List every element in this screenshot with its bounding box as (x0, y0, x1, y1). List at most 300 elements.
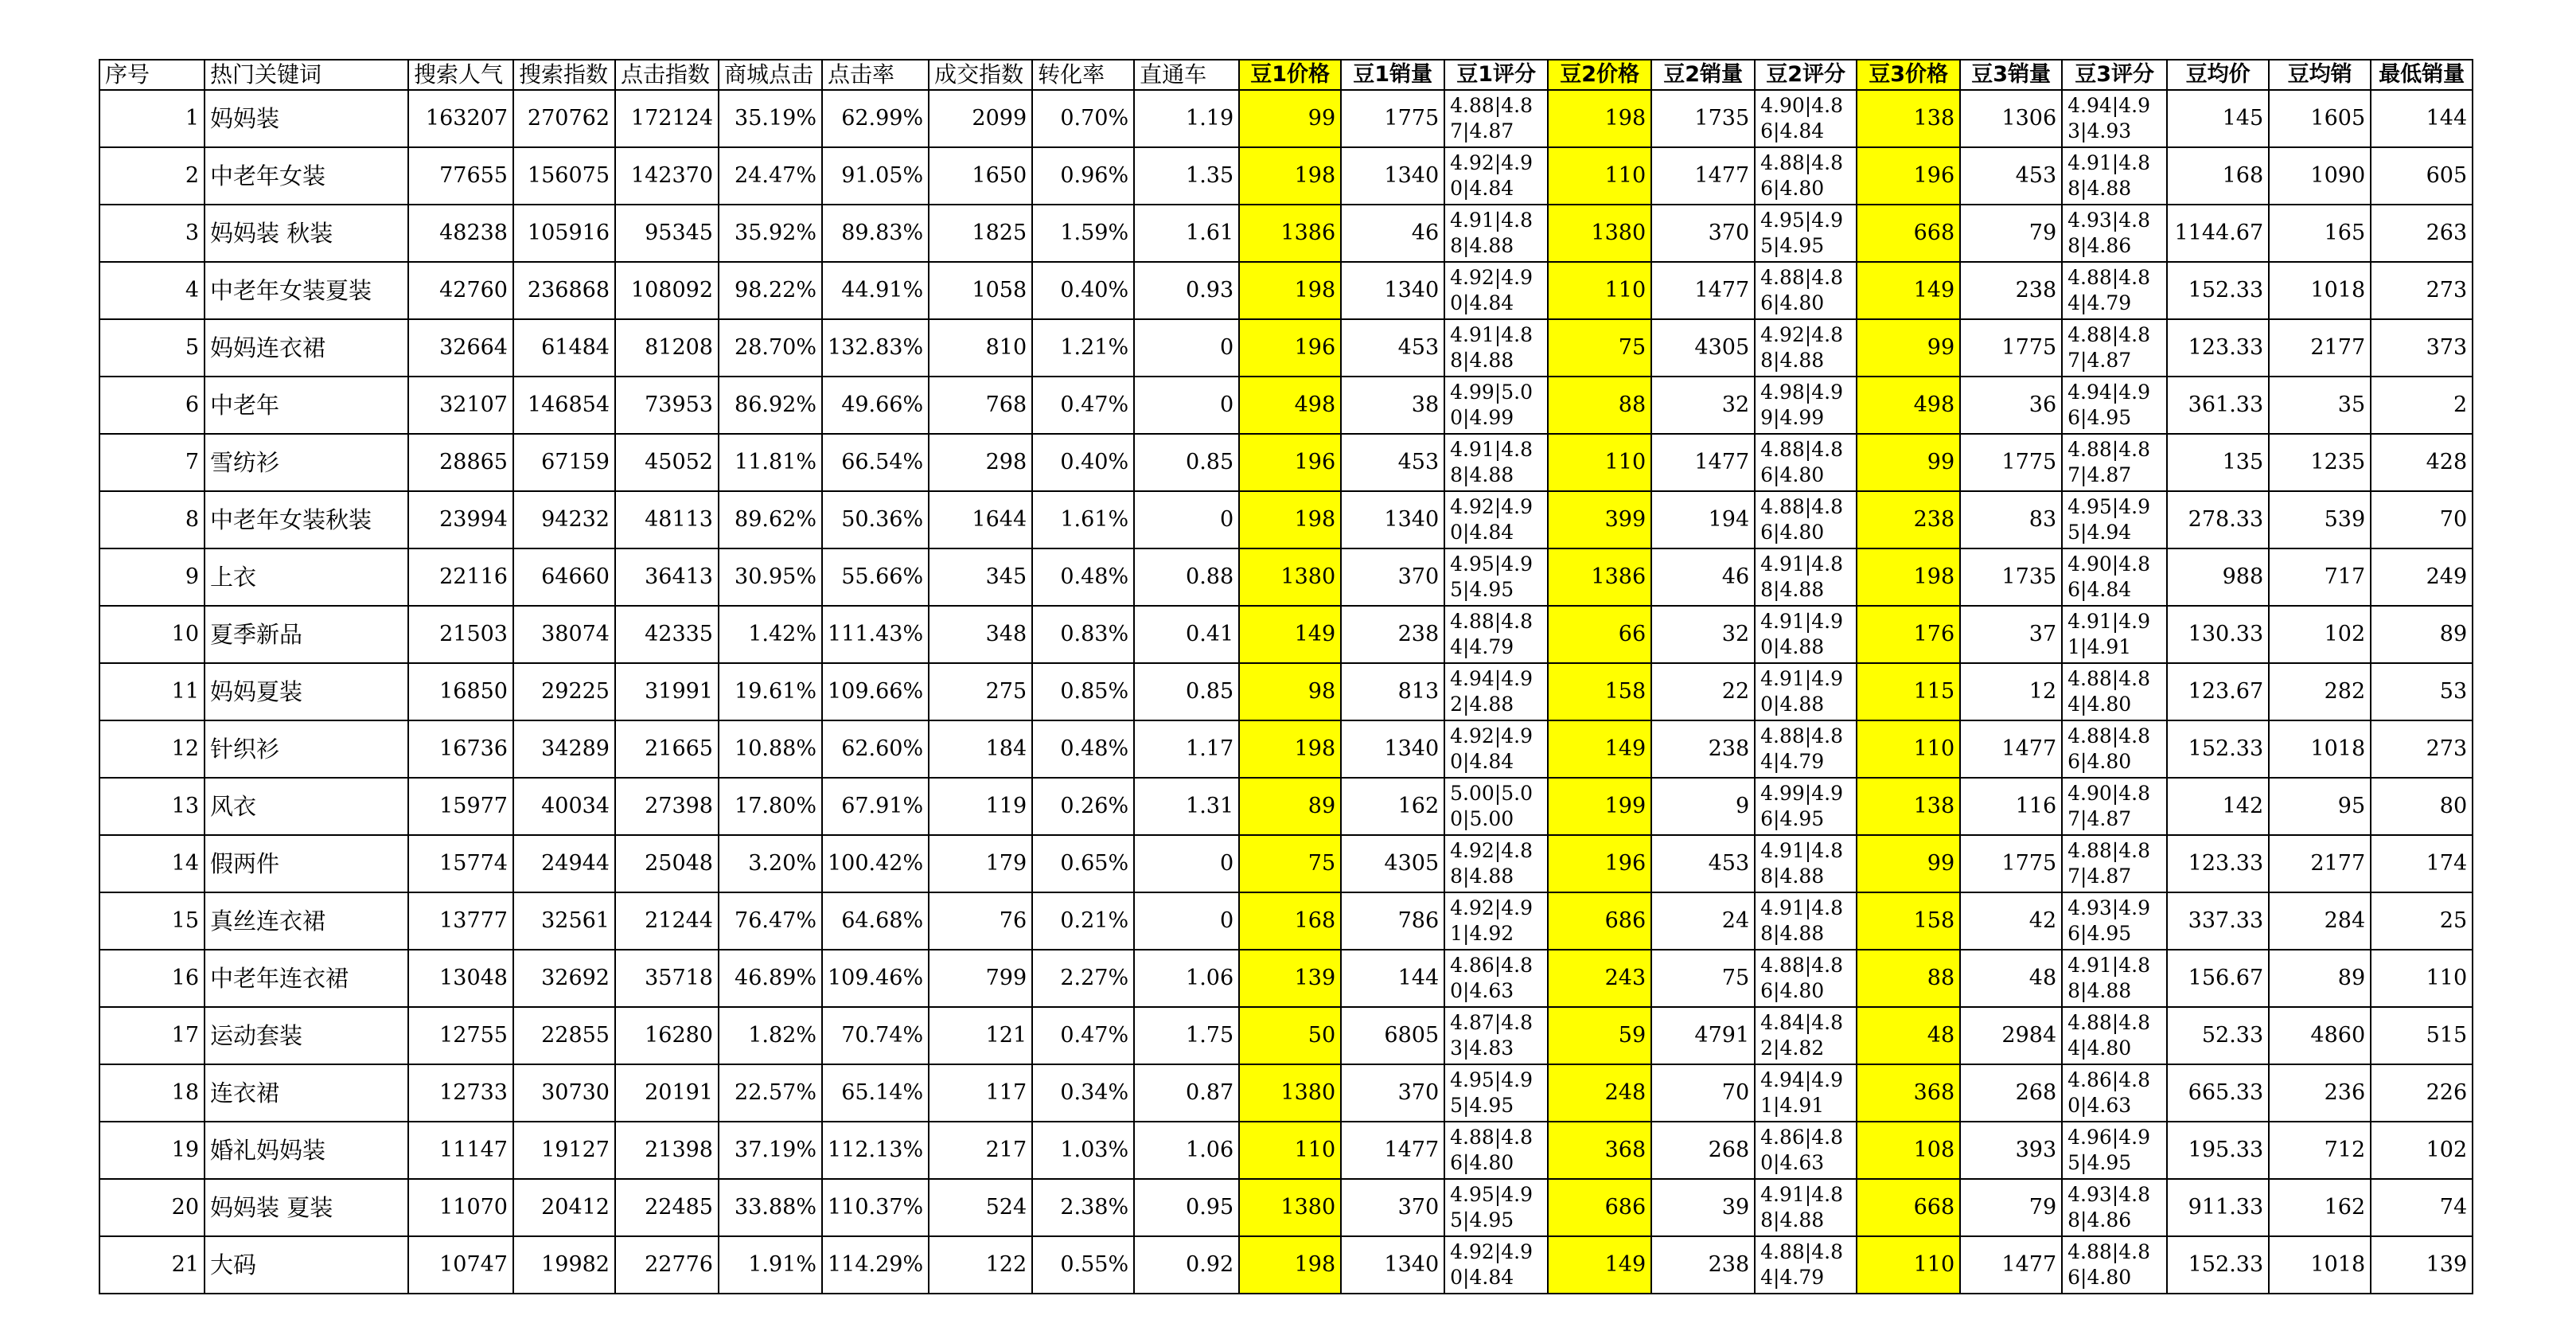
avg-sales-cell[interactable]: 102 (2269, 606, 2371, 663)
bean3-sales-cell[interactable]: 238 (1960, 262, 2062, 319)
column-header[interactable]: 豆1价格 (1239, 60, 1341, 90)
bean1-rating-cell[interactable] (1444, 1179, 1548, 1236)
bean3-sales-cell[interactable]: 42 (1960, 892, 2062, 950)
bean2-rating-cell[interactable] (1755, 90, 1857, 147)
avg-price-cell[interactable]: 168 (2167, 147, 2269, 205)
bean3-rating-cell[interactable] (2062, 319, 2167, 377)
search-popularity-cell[interactable]: 28865 (408, 434, 513, 491)
row-index[interactable]: 5 (99, 319, 205, 377)
row-index[interactable]: 13 (99, 778, 205, 835)
click-rate-cell[interactable]: 91.05% (822, 147, 929, 205)
bean1-sales-cell[interactable]: 1340 (1341, 491, 1444, 548)
deal-index-cell[interactable]: 119 (929, 778, 1032, 835)
search-index-cell[interactable]: 32692 (513, 950, 615, 1007)
column-header[interactable]: 搜索人气 (408, 60, 513, 90)
search-index-cell[interactable]: 29225 (513, 663, 615, 720)
bean1-rating-cell[interactable] (1444, 262, 1548, 319)
deal-index-cell[interactable]: 524 (929, 1179, 1032, 1236)
bean1-rating-cell[interactable] (1444, 1064, 1548, 1122)
min-sales-cell[interactable]: 174 (2371, 835, 2473, 892)
search-index-cell[interactable]: 19982 (513, 1236, 615, 1294)
ztc-cell[interactable]: 0 (1134, 892, 1239, 950)
table-row[interactable] (99, 1236, 2473, 1294)
click-index-cell[interactable]: 20191 (615, 1064, 719, 1122)
keyword-cell[interactable]: 中老年连衣裙 (205, 950, 408, 1007)
mall-click-cell[interactable]: 19.61% (719, 663, 822, 720)
table-row[interactable] (99, 892, 2473, 950)
column-header[interactable]: 热门关键词 (205, 60, 408, 90)
ztc-cell[interactable]: 0.93 (1134, 262, 1239, 319)
min-sales-cell[interactable]: 139 (2371, 1236, 2473, 1294)
min-sales-cell[interactable]: 428 (2371, 434, 2473, 491)
ztc-cell[interactable]: 0.87 (1134, 1064, 1239, 1122)
search-index-cell[interactable]: 32561 (513, 892, 615, 950)
row-index[interactable]: 1 (99, 90, 205, 147)
avg-price-cell[interactable]: 195.33 (2167, 1122, 2269, 1179)
bean1-sales-cell[interactable]: 370 (1341, 1179, 1444, 1236)
bean3-sales-cell[interactable]: 2984 (1960, 1007, 2062, 1064)
bean3-sales-cell[interactable]: 1735 (1960, 548, 2062, 606)
avg-price-cell[interactable]: 130.33 (2167, 606, 2269, 663)
bean2-sales-cell[interactable]: 39 (1651, 1179, 1755, 1236)
bean2-rating-cell[interactable] (1755, 720, 1857, 778)
search-popularity-cell[interactable]: 13048 (408, 950, 513, 1007)
bean1-sales-cell[interactable]: 144 (1341, 950, 1444, 1007)
bean2-sales-cell[interactable]: 24 (1651, 892, 1755, 950)
deal-index-cell[interactable]: 1058 (929, 262, 1032, 319)
deal-index-cell[interactable]: 348 (929, 606, 1032, 663)
bean3-sales-cell[interactable]: 268 (1960, 1064, 2062, 1122)
mall-click-cell[interactable]: 35.19% (719, 90, 822, 147)
table-row[interactable] (99, 1179, 2473, 1236)
bean1-sales-cell[interactable]: 1477 (1341, 1122, 1444, 1179)
bean3-rating-cell[interactable] (2062, 1122, 2167, 1179)
search-index-cell[interactable]: 19127 (513, 1122, 615, 1179)
bean1-sales-cell[interactable]: 786 (1341, 892, 1444, 950)
bean2-price-cell[interactable]: 59 (1548, 1007, 1651, 1064)
click-index-cell[interactable]: 25048 (615, 835, 719, 892)
ztc-cell[interactable]: 1.06 (1134, 1122, 1239, 1179)
bean2-price-cell[interactable]: 199 (1548, 778, 1651, 835)
column-header[interactable]: 豆3评分 (2062, 60, 2167, 90)
mall-click-cell[interactable]: 10.88% (719, 720, 822, 778)
bean2-sales-cell[interactable]: 1477 (1651, 147, 1755, 205)
mall-click-cell[interactable]: 30.95% (719, 548, 822, 606)
bean2-price-cell[interactable]: 66 (1548, 606, 1651, 663)
avg-price-cell[interactable]: 361.33 (2167, 377, 2269, 434)
ztc-cell[interactable]: 1.17 (1134, 720, 1239, 778)
bean2-rating-cell[interactable] (1755, 892, 1857, 950)
click-index-cell[interactable]: 45052 (615, 434, 719, 491)
bean3-sales-cell[interactable]: 1775 (1960, 835, 2062, 892)
bean2-price-cell[interactable]: 686 (1548, 892, 1651, 950)
deal-index-cell[interactable]: 122 (929, 1236, 1032, 1294)
click-index-cell[interactable]: 48113 (615, 491, 719, 548)
bean2-rating-cell[interactable] (1755, 205, 1857, 262)
click-index-cell[interactable]: 21398 (615, 1122, 719, 1179)
avg-price-cell[interactable]: 156.67 (2167, 950, 2269, 1007)
search-popularity-cell[interactable]: 16850 (408, 663, 513, 720)
column-header[interactable]: 豆3价格 (1857, 60, 1960, 90)
bean3-rating-cell[interactable] (2062, 720, 2167, 778)
ztc-cell[interactable]: 1.06 (1134, 950, 1239, 1007)
bean3-sales-cell[interactable]: 48 (1960, 950, 2062, 1007)
mall-click-cell[interactable]: 24.47% (719, 147, 822, 205)
search-popularity-cell[interactable]: 10747 (408, 1236, 513, 1294)
bean1-sales-cell[interactable]: 4305 (1341, 835, 1444, 892)
search-index-cell[interactable]: 270762 (513, 90, 615, 147)
search-index-cell[interactable]: 156075 (513, 147, 615, 205)
bean2-rating-cell[interactable] (1755, 1179, 1857, 1236)
bean3-sales-cell[interactable]: 1306 (1960, 90, 2062, 147)
click-index-cell[interactable]: 21665 (615, 720, 719, 778)
bean3-rating-cell[interactable] (2062, 1064, 2167, 1122)
bean1-price-cell[interactable]: 50 (1239, 1007, 1341, 1064)
bean3-price-cell[interactable]: 668 (1857, 1179, 1960, 1236)
bean3-rating-cell[interactable] (2062, 90, 2167, 147)
keyword-cell[interactable]: 针织衫 (205, 720, 408, 778)
min-sales-cell[interactable]: 70 (2371, 491, 2473, 548)
avg-price-cell[interactable]: 123.67 (2167, 663, 2269, 720)
bean3-price-cell[interactable]: 110 (1857, 720, 1960, 778)
bean1-rating-cell[interactable] (1444, 720, 1548, 778)
table-row[interactable] (99, 778, 2473, 835)
click-rate-cell[interactable]: 62.60% (822, 720, 929, 778)
bean2-rating-cell[interactable] (1755, 606, 1857, 663)
bean2-price-cell[interactable]: 110 (1548, 434, 1651, 491)
bean3-sales-cell[interactable]: 12 (1960, 663, 2062, 720)
bean2-price-cell[interactable]: 243 (1548, 950, 1651, 1007)
bean3-rating-cell[interactable] (2062, 147, 2167, 205)
search-popularity-cell[interactable]: 163207 (408, 90, 513, 147)
bean2-rating-cell[interactable] (1755, 835, 1857, 892)
min-sales-cell[interactable]: 144 (2371, 90, 2473, 147)
bean2-sales-cell[interactable]: 194 (1651, 491, 1755, 548)
table-row[interactable] (99, 491, 2473, 548)
column-header[interactable]: 搜索指数 (513, 60, 615, 90)
bean2-sales-cell[interactable]: 1477 (1651, 262, 1755, 319)
search-popularity-cell[interactable]: 13777 (408, 892, 513, 950)
column-header[interactable]: 直通车 (1134, 60, 1239, 90)
mall-click-cell[interactable]: 1.91% (719, 1236, 822, 1294)
search-popularity-cell[interactable]: 22116 (408, 548, 513, 606)
table-row[interactable] (99, 663, 2473, 720)
search-index-cell[interactable]: 67159 (513, 434, 615, 491)
bean2-rating-cell[interactable] (1755, 1007, 1857, 1064)
row-index[interactable]: 12 (99, 720, 205, 778)
avg-price-cell[interactable]: 278.33 (2167, 491, 2269, 548)
column-header[interactable]: 点击指数 (615, 60, 719, 90)
bean3-rating-cell[interactable] (2062, 892, 2167, 950)
bean1-sales-cell[interactable]: 370 (1341, 1064, 1444, 1122)
min-sales-cell[interactable]: 249 (2371, 548, 2473, 606)
search-popularity-cell[interactable]: 48238 (408, 205, 513, 262)
keyword-cell[interactable]: 上衣 (205, 548, 408, 606)
keyword-cell[interactable]: 中老年女装秋装 (205, 491, 408, 548)
click-rate-cell[interactable]: 67.91% (822, 778, 929, 835)
click-rate-cell[interactable]: 65.14% (822, 1064, 929, 1122)
bean2-rating-cell[interactable] (1755, 491, 1857, 548)
bean3-rating-cell[interactable] (2062, 434, 2167, 491)
deal-index-cell[interactable]: 121 (929, 1007, 1032, 1064)
click-rate-cell[interactable]: 62.99% (822, 90, 929, 147)
bean1-price-cell[interactable]: 198 (1239, 720, 1341, 778)
avg-sales-cell[interactable]: 712 (2269, 1122, 2371, 1179)
click-index-cell[interactable]: 42335 (615, 606, 719, 663)
bean3-sales-cell[interactable]: 79 (1960, 1179, 2062, 1236)
bean1-price-cell[interactable]: 196 (1239, 319, 1341, 377)
table-row[interactable] (99, 377, 2473, 434)
avg-price-cell[interactable]: 152.33 (2167, 1236, 2269, 1294)
bean2-sales-cell[interactable]: 46 (1651, 548, 1755, 606)
row-index[interactable]: 15 (99, 892, 205, 950)
bean3-price-cell[interactable]: 99 (1857, 319, 1960, 377)
click-rate-cell[interactable]: 109.66% (822, 663, 929, 720)
bean3-rating-cell[interactable] (2062, 262, 2167, 319)
avg-sales-cell[interactable]: 2177 (2269, 835, 2371, 892)
keyword-cell[interactable]: 妈妈装 (205, 90, 408, 147)
search-index-cell[interactable]: 105916 (513, 205, 615, 262)
row-index[interactable]: 14 (99, 835, 205, 892)
conversion-rate-cell[interactable]: 0.96% (1032, 147, 1134, 205)
row-index[interactable]: 8 (99, 491, 205, 548)
bean1-rating-cell[interactable] (1444, 950, 1548, 1007)
row-index[interactable]: 2 (99, 147, 205, 205)
bean2-sales-cell[interactable]: 75 (1651, 950, 1755, 1007)
bean2-price-cell[interactable]: 248 (1548, 1064, 1651, 1122)
mall-click-cell[interactable]: 11.81% (719, 434, 822, 491)
min-sales-cell[interactable]: 373 (2371, 319, 2473, 377)
bean1-price-cell[interactable]: 198 (1239, 147, 1341, 205)
avg-price-cell[interactable]: 337.33 (2167, 892, 2269, 950)
bean3-rating-cell[interactable] (2062, 1236, 2167, 1294)
bean3-rating-cell[interactable] (2062, 548, 2167, 606)
deal-index-cell[interactable]: 76 (929, 892, 1032, 950)
bean2-sales-cell[interactable]: 238 (1651, 1236, 1755, 1294)
avg-sales-cell[interactable]: 1018 (2269, 262, 2371, 319)
mall-click-cell[interactable]: 3.20% (719, 835, 822, 892)
search-popularity-cell[interactable]: 23994 (408, 491, 513, 548)
bean2-rating-cell[interactable] (1755, 1236, 1857, 1294)
min-sales-cell[interactable]: 80 (2371, 778, 2473, 835)
table-row[interactable] (99, 835, 2473, 892)
search-popularity-cell[interactable]: 42760 (408, 262, 513, 319)
conversion-rate-cell[interactable]: 1.03% (1032, 1122, 1134, 1179)
bean1-rating-cell[interactable] (1444, 1007, 1548, 1064)
bean3-price-cell[interactable]: 238 (1857, 491, 1960, 548)
click-rate-cell[interactable]: 110.37% (822, 1179, 929, 1236)
table-row[interactable] (99, 1007, 2473, 1064)
table-row[interactable] (99, 90, 2473, 147)
deal-index-cell[interactable]: 1825 (929, 205, 1032, 262)
bean2-price-cell[interactable]: 110 (1548, 262, 1651, 319)
deal-index-cell[interactable]: 117 (929, 1064, 1032, 1122)
mall-click-cell[interactable]: 22.57% (719, 1064, 822, 1122)
conversion-rate-cell[interactable]: 0.21% (1032, 892, 1134, 950)
bean3-price-cell[interactable]: 115 (1857, 663, 1960, 720)
min-sales-cell[interactable]: 102 (2371, 1122, 2473, 1179)
min-sales-cell[interactable]: 53 (2371, 663, 2473, 720)
ztc-cell[interactable]: 1.31 (1134, 778, 1239, 835)
click-rate-cell[interactable]: 132.83% (822, 319, 929, 377)
column-header[interactable]: 点击率 (822, 60, 929, 90)
bean2-rating-cell[interactable] (1755, 950, 1857, 1007)
mall-click-cell[interactable]: 1.82% (719, 1007, 822, 1064)
table-row[interactable] (99, 434, 2473, 491)
min-sales-cell[interactable]: 605 (2371, 147, 2473, 205)
bean1-rating-cell[interactable] (1444, 892, 1548, 950)
ztc-cell[interactable]: 1.19 (1134, 90, 1239, 147)
column-header[interactable]: 序号 (99, 60, 205, 90)
bean1-sales-cell[interactable]: 1340 (1341, 720, 1444, 778)
bean3-price-cell[interactable]: 176 (1857, 606, 1960, 663)
bean2-price-cell[interactable]: 1386 (1548, 548, 1651, 606)
bean3-rating-cell[interactable] (2062, 491, 2167, 548)
bean1-price-cell[interactable]: 198 (1239, 1236, 1341, 1294)
bean1-rating-cell[interactable] (1444, 205, 1548, 262)
click-rate-cell[interactable]: 55.66% (822, 548, 929, 606)
avg-price-cell[interactable]: 911.33 (2167, 1179, 2269, 1236)
bean2-rating-cell[interactable] (1755, 663, 1857, 720)
click-index-cell[interactable]: 172124 (615, 90, 719, 147)
click-rate-cell[interactable]: 44.91% (822, 262, 929, 319)
bean1-price-cell[interactable]: 1380 (1239, 1064, 1341, 1122)
click-index-cell[interactable]: 27398 (615, 778, 719, 835)
bean2-price-cell[interactable]: 686 (1548, 1179, 1651, 1236)
ztc-cell[interactable]: 0.88 (1134, 548, 1239, 606)
avg-sales-cell[interactable]: 35 (2269, 377, 2371, 434)
conversion-rate-cell[interactable]: 1.61% (1032, 491, 1134, 548)
bean1-price-cell[interactable]: 99 (1239, 90, 1341, 147)
ztc-cell[interactable]: 0.41 (1134, 606, 1239, 663)
search-popularity-cell[interactable]: 12755 (408, 1007, 513, 1064)
avg-sales-cell[interactable]: 284 (2269, 892, 2371, 950)
bean2-sales-cell[interactable]: 70 (1651, 1064, 1755, 1122)
bean2-price-cell[interactable]: 149 (1548, 1236, 1651, 1294)
bean2-price-cell[interactable]: 368 (1548, 1122, 1651, 1179)
bean1-price-cell[interactable]: 149 (1239, 606, 1341, 663)
click-index-cell[interactable]: 31991 (615, 663, 719, 720)
bean3-rating-cell[interactable] (2062, 663, 2167, 720)
bean2-price-cell[interactable]: 110 (1548, 147, 1651, 205)
avg-sales-cell[interactable]: 236 (2269, 1064, 2371, 1122)
bean1-price-cell[interactable]: 89 (1239, 778, 1341, 835)
bean1-rating-cell[interactable] (1444, 434, 1548, 491)
bean1-price-cell[interactable]: 110 (1239, 1122, 1341, 1179)
ztc-cell[interactable]: 0 (1134, 377, 1239, 434)
bean3-price-cell[interactable]: 138 (1857, 778, 1960, 835)
bean3-sales-cell[interactable]: 37 (1960, 606, 2062, 663)
bean1-price-cell[interactable]: 196 (1239, 434, 1341, 491)
bean1-rating-cell[interactable] (1444, 491, 1548, 548)
bean3-price-cell[interactable]: 99 (1857, 835, 1960, 892)
bean2-rating-cell[interactable] (1755, 434, 1857, 491)
bean2-rating-cell[interactable] (1755, 377, 1857, 434)
search-index-cell[interactable]: 64660 (513, 548, 615, 606)
bean2-sales-cell[interactable]: 32 (1651, 377, 1755, 434)
bean3-sales-cell[interactable]: 79 (1960, 205, 2062, 262)
min-sales-cell[interactable]: 74 (2371, 1179, 2473, 1236)
keyword-cell[interactable]: 中老年女装夏装 (205, 262, 408, 319)
bean1-sales-cell[interactable]: 370 (1341, 548, 1444, 606)
deal-index-cell[interactable]: 184 (929, 720, 1032, 778)
ztc-cell[interactable]: 0.85 (1134, 663, 1239, 720)
bean2-rating-cell[interactable] (1755, 262, 1857, 319)
click-index-cell[interactable]: 142370 (615, 147, 719, 205)
bean3-rating-cell[interactable] (2062, 950, 2167, 1007)
bean1-price-cell[interactable]: 139 (1239, 950, 1341, 1007)
bean2-sales-cell[interactable]: 238 (1651, 720, 1755, 778)
column-header[interactable]: 豆3销量 (1960, 60, 2062, 90)
column-header[interactable]: 豆1评分 (1444, 60, 1548, 90)
bean1-price-cell[interactable]: 98 (1239, 663, 1341, 720)
click-rate-cell[interactable]: 66.54% (822, 434, 929, 491)
mall-click-cell[interactable]: 35.92% (719, 205, 822, 262)
avg-sales-cell[interactable]: 162 (2269, 1179, 2371, 1236)
column-header[interactable]: 成交指数 (929, 60, 1032, 90)
bean2-rating-cell[interactable] (1755, 147, 1857, 205)
bean3-sales-cell[interactable]: 1477 (1960, 720, 2062, 778)
row-index[interactable]: 6 (99, 377, 205, 434)
conversion-rate-cell[interactable]: 1.59% (1032, 205, 1134, 262)
click-index-cell[interactable]: 73953 (615, 377, 719, 434)
keyword-cell[interactable]: 妈妈装 夏装 (205, 1179, 408, 1236)
deal-index-cell[interactable]: 1650 (929, 147, 1032, 205)
bean3-price-cell[interactable]: 88 (1857, 950, 1960, 1007)
row-index[interactable]: 18 (99, 1064, 205, 1122)
mall-click-cell[interactable]: 89.62% (719, 491, 822, 548)
bean1-sales-cell[interactable]: 238 (1341, 606, 1444, 663)
row-index[interactable]: 3 (99, 205, 205, 262)
ztc-cell[interactable]: 0.85 (1134, 434, 1239, 491)
row-index[interactable]: 7 (99, 434, 205, 491)
bean1-price-cell[interactable]: 498 (1239, 377, 1341, 434)
click-rate-cell[interactable]: 100.42% (822, 835, 929, 892)
bean2-price-cell[interactable]: 399 (1548, 491, 1651, 548)
search-index-cell[interactable]: 22855 (513, 1007, 615, 1064)
avg-sales-cell[interactable]: 1235 (2269, 434, 2371, 491)
search-index-cell[interactable]: 61484 (513, 319, 615, 377)
bean3-price-cell[interactable]: 99 (1857, 434, 1960, 491)
keyword-cell[interactable]: 大码 (205, 1236, 408, 1294)
column-header[interactable]: 豆2销量 (1651, 60, 1755, 90)
bean1-sales-cell[interactable]: 453 (1341, 434, 1444, 491)
row-index[interactable]: 19 (99, 1122, 205, 1179)
avg-price-cell[interactable]: 52.33 (2167, 1007, 2269, 1064)
conversion-rate-cell[interactable]: 2.38% (1032, 1179, 1134, 1236)
row-index[interactable]: 20 (99, 1179, 205, 1236)
bean2-rating-cell[interactable] (1755, 1122, 1857, 1179)
avg-sales-cell[interactable]: 1090 (2269, 147, 2371, 205)
mall-click-cell[interactable]: 17.80% (719, 778, 822, 835)
avg-price-cell[interactable]: 988 (2167, 548, 2269, 606)
column-header[interactable]: 豆1销量 (1341, 60, 1444, 90)
ztc-cell[interactable]: 0 (1134, 491, 1239, 548)
mall-click-cell[interactable]: 98.22% (719, 262, 822, 319)
table-row[interactable] (99, 205, 2473, 262)
keyword-cell[interactable]: 真丝连衣裙 (205, 892, 408, 950)
bean3-rating-cell[interactable] (2062, 205, 2167, 262)
row-index[interactable]: 16 (99, 950, 205, 1007)
search-index-cell[interactable]: 30730 (513, 1064, 615, 1122)
table-row[interactable] (99, 1122, 2473, 1179)
bean2-rating-cell[interactable] (1755, 548, 1857, 606)
bean1-rating-cell[interactable] (1444, 319, 1548, 377)
conversion-rate-cell[interactable]: 0.47% (1032, 377, 1134, 434)
search-popularity-cell[interactable]: 15977 (408, 778, 513, 835)
search-popularity-cell[interactable]: 21503 (408, 606, 513, 663)
bean1-sales-cell[interactable]: 1775 (1341, 90, 1444, 147)
